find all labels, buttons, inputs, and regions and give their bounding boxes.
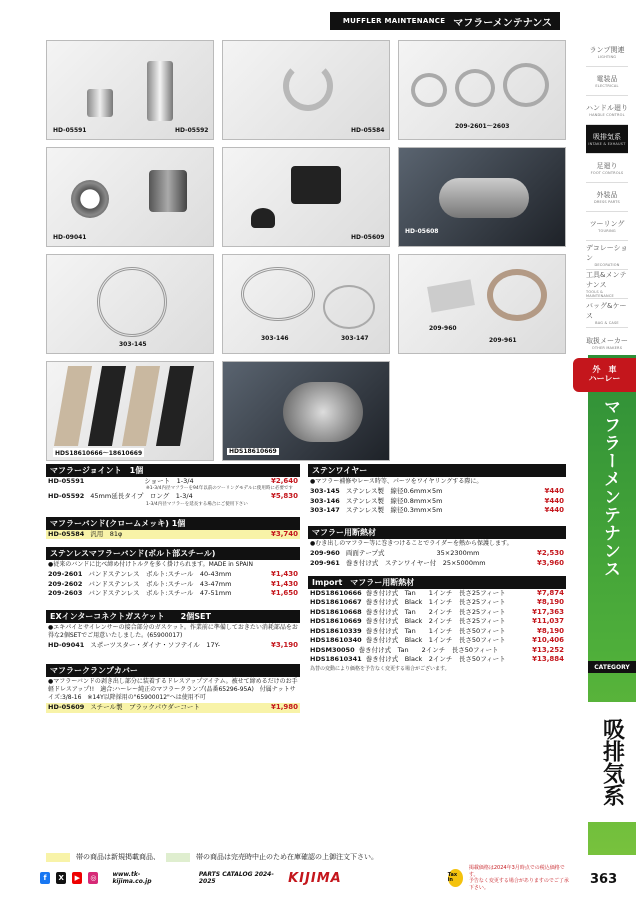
product-code: HD-05609 <box>48 703 85 712</box>
product-row <box>308 559 566 568</box>
section-note: ●むき出しのマフラー等に巻きつけることでライダーを熱から保護します。 <box>310 540 513 547</box>
product-price: ¥13,252 <box>532 645 564 654</box>
product-desc: バンドステンレス ボルト:スチール 47-51mm <box>88 588 232 597</box>
product-price: ¥3,960 <box>536 558 564 567</box>
sidebar-item-makers[interactable] <box>586 328 628 357</box>
product-desc: スポーツスター・ダイナ・ソフテイル 17Y- <box>90 641 221 650</box>
product-code: 303-146 <box>310 496 340 505</box>
product-code: 209-2601 <box>48 570 83 579</box>
product-desc: ショート 1-3/4 <box>144 477 194 485</box>
product-code: 209-960 <box>310 549 340 558</box>
sidebar-item-sub: DECORATION <box>594 263 620 267</box>
product-code: HDS18610668 <box>310 607 362 616</box>
product-desc: 巻き付け式 Black 2インチ 長さ25フィート <box>365 617 506 626</box>
sidebar-item-lighting[interactable] <box>586 38 628 67</box>
sidebar-item-sub: FOOT CONTROLS <box>590 171 624 175</box>
section-muffler-band <box>46 517 300 539</box>
product-price: ¥10,406 <box>532 636 564 645</box>
section-title: ステンワイヤー <box>308 464 566 477</box>
product-desc: 巻き付け式 ステンワイヤー付 25×5000mm <box>345 558 486 567</box>
sidebar-item-sub: TOOLS & MAINTENANCE <box>586 290 614 298</box>
product-row <box>308 636 566 645</box>
section-muffler-joint <box>46 464 300 508</box>
product-price: ¥11,037 <box>532 617 564 626</box>
website-link[interactable]: www.tk-kijima.co.jp <box>112 871 152 885</box>
product-price: ¥8,190 <box>536 626 564 635</box>
category-label: 吸排気系 <box>588 702 636 822</box>
product-desc: 巻き付け式 Black 1インチ 長さ25フィート <box>365 598 506 607</box>
section-clamp-cover <box>46 664 300 713</box>
page-header <box>330 12 560 30</box>
product-price: ¥440 <box>544 496 564 505</box>
section-title: マフラージョイント 1個 <box>46 464 300 477</box>
sidebar-item-foot[interactable] <box>586 154 628 183</box>
product-price: ¥7,874 <box>536 589 564 597</box>
legend <box>46 852 378 862</box>
product-desc: ステンレス製 線径0.6mm×5m <box>345 487 443 496</box>
product-code: 303-145 <box>310 487 340 496</box>
photo-label: HDS18610666～18610669 <box>55 450 143 457</box>
product-row <box>46 641 300 650</box>
product-desc: ステンレス製 線径0.3mm×5m <box>345 505 443 514</box>
photo-import-wrap-installed <box>222 361 390 461</box>
vertical-title: マフラーメンテナンス <box>600 398 620 578</box>
youtube-icon[interactable]: ▶ <box>72 872 82 884</box>
sidebar-item-label: 工具&メンテナンス <box>586 271 627 289</box>
product-row <box>308 497 566 506</box>
photo-label: HD-05584 <box>351 127 385 134</box>
sidebar-item-bag[interactable] <box>586 299 628 328</box>
section-stainless-band <box>46 547 300 598</box>
product-desc: ステンレス製 線径0.8mm×5m <box>345 496 443 505</box>
photo-label: HD-05592 <box>175 127 209 134</box>
photo-label: HD-05609 <box>351 234 385 241</box>
sidebar-item-sub: TOURING <box>598 229 616 233</box>
product-desc: 巻き付け式 Tan 1インチ 長さ50フィート <box>365 626 506 635</box>
product-price: ¥5,830 <box>270 492 298 501</box>
product-row <box>308 655 566 664</box>
sidebar-item-label: 外装品 <box>596 191 618 199</box>
photo-label: HD-05608 <box>405 228 439 235</box>
section-title: ステンレスマフラーバンド(ボルト部スチール) <box>46 547 300 560</box>
sidebar-item-sub: LIGHTING <box>597 55 617 59</box>
product-desc: スチール製 ブラックパウダーコート <box>90 703 200 712</box>
product-row <box>308 589 566 598</box>
product-code: HD-05591 <box>48 477 85 485</box>
product-price: ¥440 <box>544 487 564 496</box>
product-price: ¥2,530 <box>536 549 564 558</box>
legend-text-new: 帯の商品は新規掲載商品、 <box>76 853 160 861</box>
tab-gaisha-label: 外 車 <box>592 365 617 375</box>
sidebar-item-label: 電装品 <box>596 75 618 83</box>
photo-muffler-band <box>222 40 390 140</box>
product-row <box>308 608 566 617</box>
product-desc: 巻き付け式 Tan 1インチ 長さ25フィート <box>365 589 506 597</box>
product-code: HDS18610340 <box>310 636 362 645</box>
sidebar-item-sub: HANDLE CONTROL <box>589 113 625 117</box>
photo-label: HD-09041 <box>53 234 87 241</box>
product-price: ¥1,430 <box>270 570 298 579</box>
section-stainless-wire <box>308 464 566 515</box>
page-number: 363 <box>590 872 618 887</box>
product-row <box>46 530 300 539</box>
photo-wire-146-147 <box>222 254 390 354</box>
facebook-icon[interactable]: f <box>40 872 50 884</box>
photo-import-wrap <box>46 361 214 461</box>
product-code: 209-2602 <box>48 579 83 588</box>
product-desc: バンドステンレス ボルト:スチール 40-43mm <box>88 570 232 579</box>
section-title: マフラー用断熱材 <box>308 526 566 539</box>
product-price: ¥2,640 <box>270 477 298 485</box>
product-code: HDS18610341 <box>310 655 362 664</box>
tax-badge-icon: Tax in <box>448 869 463 887</box>
footer <box>40 865 570 891</box>
legend-swatch-discontinued <box>166 853 190 862</box>
sidebar-item-sub: OTHER MAKERS <box>591 345 623 350</box>
product-row <box>308 598 566 607</box>
product-desc: 巻き付け式 Black 2インチ 長さ50フィート <box>365 655 506 664</box>
sidebar-item-label: ランプ関連 <box>589 46 625 54</box>
legend-swatch-new <box>46 853 70 862</box>
product-code: HD-05592 <box>48 492 85 501</box>
sidebar-item-touring[interactable] <box>586 212 628 241</box>
product-row <box>46 580 300 589</box>
product-price: ¥3,190 <box>270 641 298 650</box>
product-row <box>308 646 566 655</box>
product-code: HD-09041 <box>48 641 85 650</box>
product-row <box>308 617 566 626</box>
product-price: ¥1,980 <box>270 703 298 712</box>
photo-stainless-band <box>398 40 566 140</box>
product-code: HDS18610669 <box>310 617 362 626</box>
section-title: マフラークランプカバー <box>46 664 300 677</box>
product-price: ¥13,884 <box>532 655 564 664</box>
tax-note <box>469 865 570 891</box>
product-row <box>308 627 566 636</box>
photo-label: 209-960 <box>429 325 457 332</box>
section-ex-gasket <box>46 610 300 651</box>
product-row <box>46 589 300 598</box>
sidebar-item-tools[interactable] <box>586 270 628 299</box>
section-title: マフラーバンド(クロームメッキ) 1個 <box>46 517 300 530</box>
x-icon[interactable]: X <box>56 872 66 884</box>
product-code: HDS18610339 <box>310 626 362 635</box>
section-footnote: 為替の変動により価格を予告なく変更する場合がございます。 <box>310 665 450 672</box>
product-code: HDS18610666 <box>310 589 362 597</box>
photo-muffler-joint <box>46 40 214 140</box>
sidebar-item-intake-exhaust[interactable] <box>586 125 628 154</box>
product-desc: 巻き付け式 Tan 2インチ 長さ25フィート <box>365 607 506 616</box>
photo-label: 209-961 <box>489 337 517 344</box>
header-jp: マフラーメンテナンス <box>453 17 552 29</box>
section-title: EXインターコネクトガスケット 2個SET <box>46 610 300 623</box>
product-row <box>308 549 566 558</box>
sidebar-item-sub: DRESS PARTS <box>594 200 620 204</box>
tab-harley[interactable] <box>573 358 636 392</box>
sidebar-item-sub: ELECTRICAL <box>595 84 619 88</box>
category-badge: CATEGORY <box>588 661 636 673</box>
product-price: ¥17,363 <box>532 607 564 616</box>
product-desc: 両面テープ式 35×2300mm <box>345 549 480 558</box>
sidebar-item-sub: BAG & CASE <box>595 321 619 325</box>
sidebar-item-sub: INTAKE & EXHAUST <box>588 142 626 146</box>
photo-label: 303-147 <box>341 335 369 342</box>
section-note: ●エキパイとサイレンサーの接合部分のガスケット。作業前に準備しておきたい消耗部品をお得な2個SETでご用意いたしました。(65900017) <box>48 624 298 640</box>
photo-gasket <box>46 147 214 247</box>
photo-label: HD-05591 <box>53 127 87 134</box>
product-code: 209-961 <box>310 558 340 567</box>
product-code: HD-05584 <box>48 530 85 538</box>
photo-label: 303-146 <box>261 335 289 342</box>
section-heat-wrap <box>308 526 566 568</box>
product-row <box>308 487 566 496</box>
sidebar-item-label: バッグ&ケース <box>586 302 627 320</box>
product-row <box>46 703 300 712</box>
section-note: ●従来のバンドに比べ締め付けトルクを多く掛けられます。MADE in SPAIN <box>48 561 254 568</box>
photo-label: 303-145 <box>119 341 147 348</box>
section-import-heat-wrap <box>308 576 566 673</box>
photo-label: HDS18610669 <box>229 448 277 455</box>
legend-text-discontinued: 帯の商品は完売時中止のため在庫確認の上御注文下さい。 <box>196 853 378 861</box>
product-code: 209-2603 <box>48 588 83 597</box>
photo-label: 209-2601～2603 <box>455 123 510 130</box>
product-note: 1-3/4内径マフラーを延長する場合にご使用下さい <box>146 501 248 507</box>
product-price: ¥3,740 <box>270 530 298 538</box>
tax-note-line: 予告なく変更する場合がありますのでご了承下さい。 <box>468 878 569 891</box>
product-row <box>46 570 300 579</box>
sidebar-item-label: 足廻り <box>596 162 618 170</box>
product-desc: 45mm延長タイプ ロング 1-3/4 <box>90 492 193 501</box>
photo-heat-wrap <box>398 254 566 354</box>
sidebar-item-decoration[interactable] <box>586 241 628 270</box>
sidebar-item-dress[interactable] <box>586 183 628 212</box>
catalog-label: PARTS CATALOG 2024-2025 <box>198 871 274 885</box>
product-note: ※1-3/4内径マフラーを94年以前のツーリングモデルに使用時に必要です <box>146 486 293 492</box>
header-en: MUFFLER MAINTENANCE <box>342 17 446 25</box>
sidebar-item-label: ハンドル廻り <box>586 104 628 112</box>
sidebar-item-label: デコレーション <box>586 244 628 262</box>
sidebar-item-electrical[interactable] <box>586 67 628 96</box>
product-code: HDSM30050 <box>310 645 355 654</box>
product-row <box>46 492 300 501</box>
product-price: ¥1,650 <box>270 588 298 597</box>
product-desc: バンドステンレス ボルト:スチール 43-47mm <box>88 579 232 588</box>
photo-clamp-cover <box>222 147 390 247</box>
product-price: ¥440 <box>544 505 564 514</box>
section-note: ●マフラーバンドの剥き出し部分に装着するドレスアップアイテム。被せて締めるだけのお手軽ドレスアップ!! 適合:ハーレー純正のマフラークランプ(品番65296-95A) 付属ナットサイズ:3/8-16 ※14Y以降採用の"65900012"へは使用不可 <box>48 678 298 702</box>
photo-wire-145 <box>46 254 214 354</box>
tax-note-line: 掲載価格は2024年3月時点での税込価格です。 <box>468 865 565 878</box>
instagram-icon[interactable]: ◎ <box>90 874 97 882</box>
brand-logo: KIJIMA <box>288 870 342 886</box>
section-note: ●マフラー補修やレース時等、パーツをワイヤリングする際に。 <box>310 478 483 485</box>
sidebar-item-label: 取扱メーカー <box>586 336 628 345</box>
product-code: HDS18610667 <box>310 598 362 607</box>
sidebar-item-label: 吸排気系 <box>593 133 621 141</box>
tab-harley-label: ハーレー <box>588 374 621 383</box>
product-price: ¥8,190 <box>536 598 564 607</box>
product-desc: 汎用 81φ <box>90 530 123 538</box>
sidebar-item-handle[interactable] <box>586 96 628 125</box>
product-row <box>308 506 566 515</box>
product-desc: 巻き付け式 Black 1インチ 長さ50フィート <box>365 636 506 645</box>
product-price: ¥1,430 <box>270 579 298 588</box>
photo-clamp-installed <box>398 147 566 247</box>
product-desc: 巻き付け式 Tan 2インチ 長さ50フィート <box>358 645 499 654</box>
product-code: 303-147 <box>310 505 340 514</box>
section-title: Import マフラー用断熱材 <box>308 576 566 589</box>
sidebar-item-label: ツーリング <box>589 220 625 228</box>
